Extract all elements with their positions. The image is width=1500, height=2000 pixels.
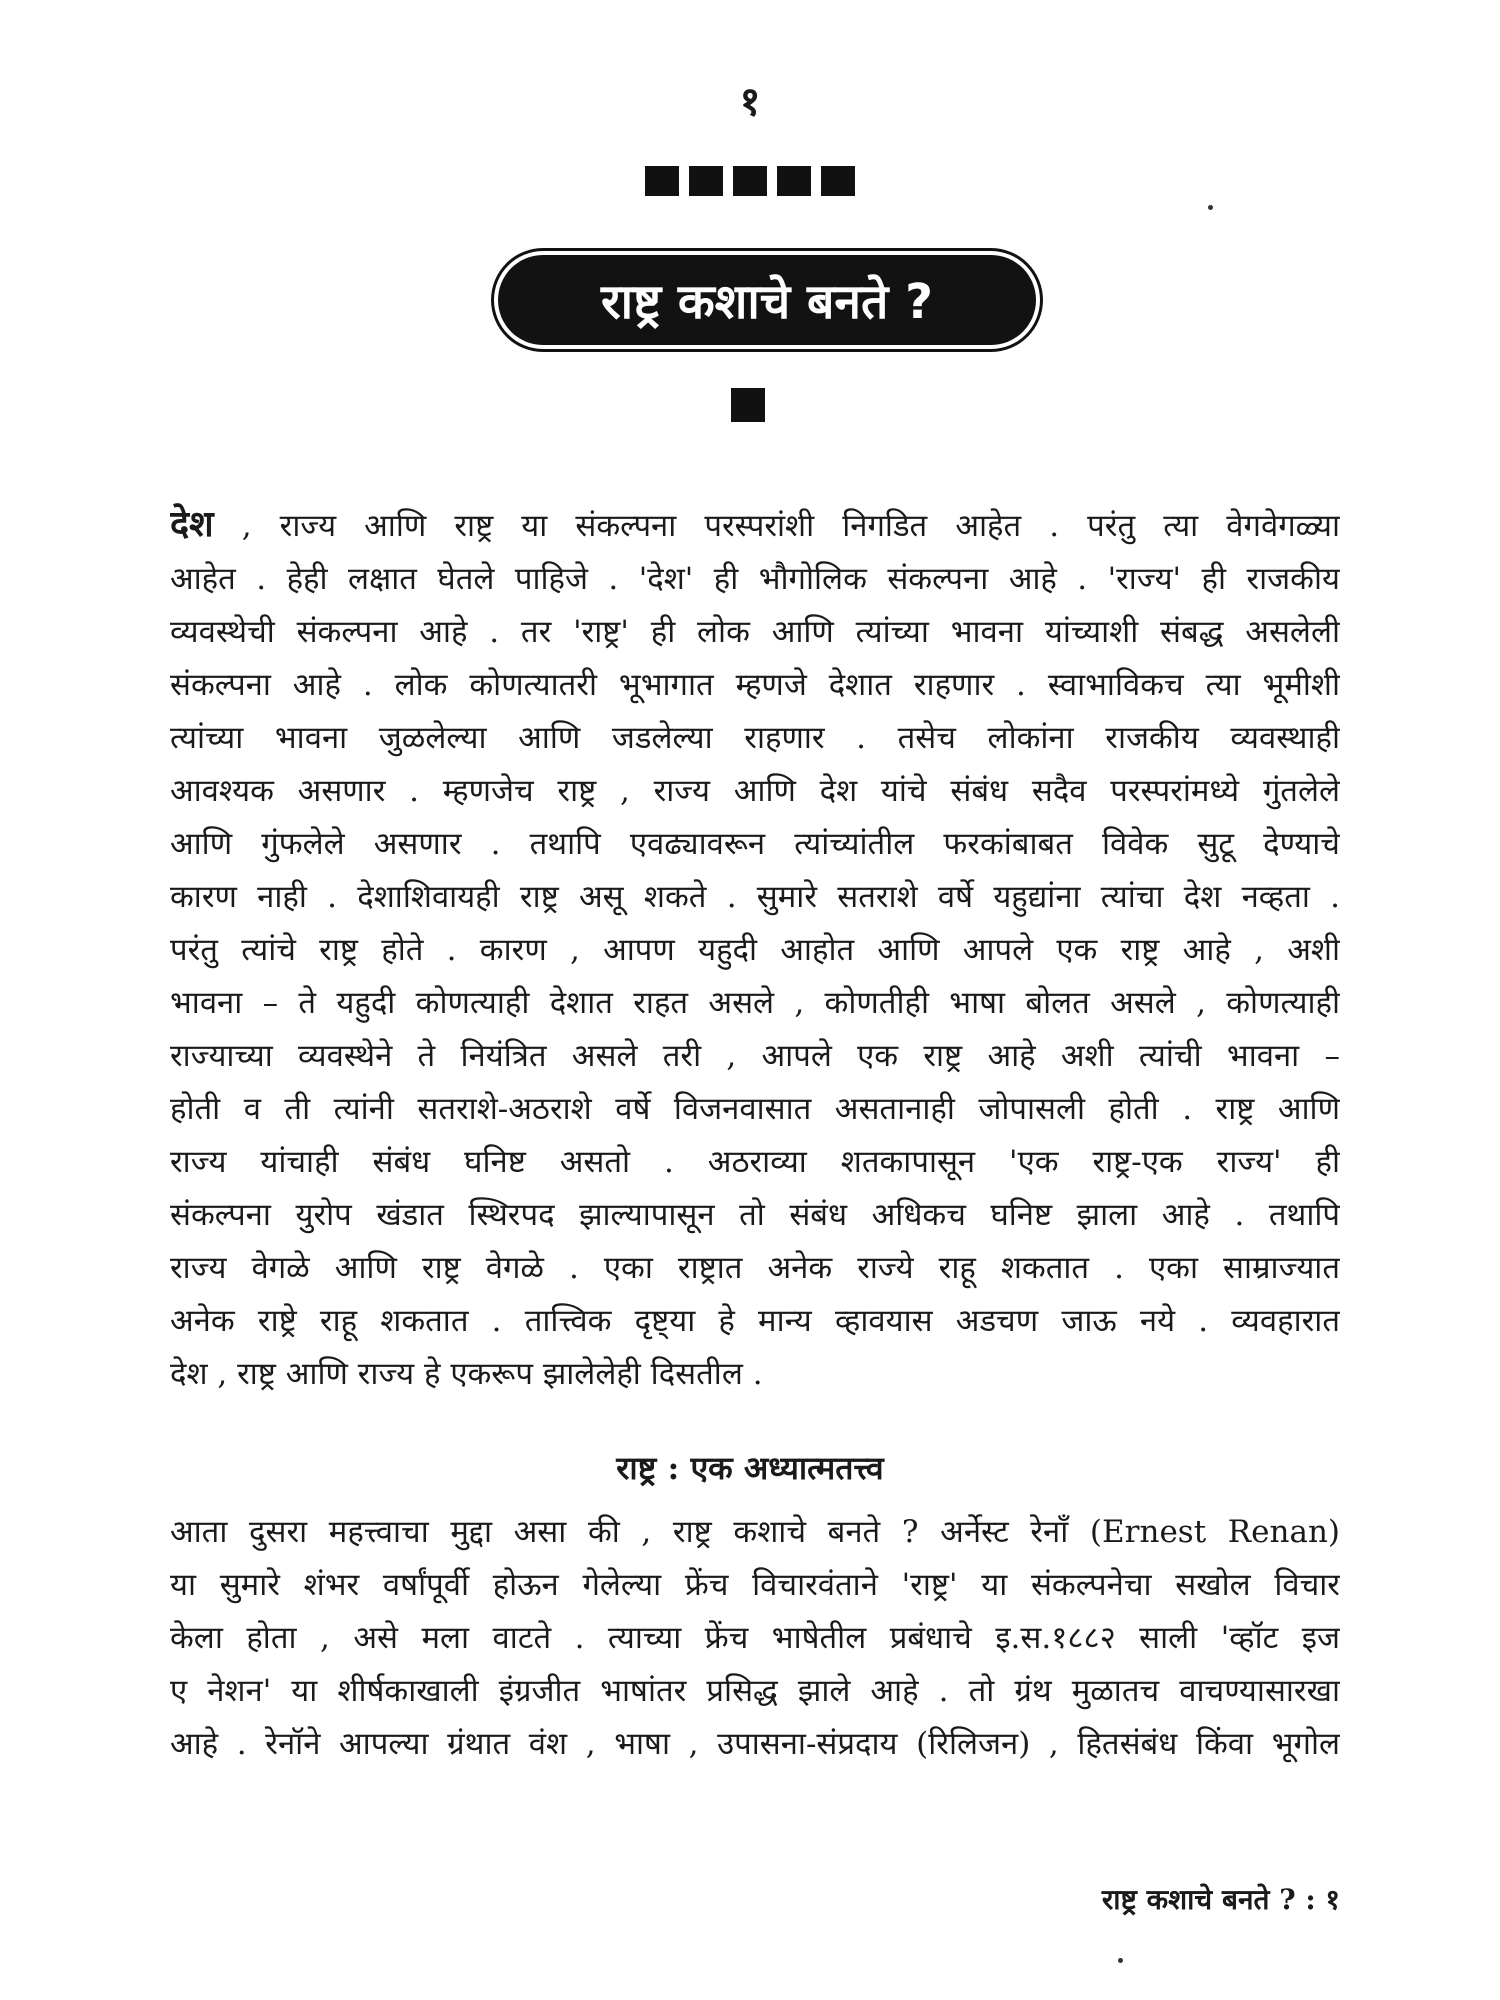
paragraph-line: या सुमारे शंभर वर्षांपूर्वी होऊन गेलेल्या फ्रेंच विचारवंताने 'राष्ट्र' या संकल्पनेचा सखोल विचार: [170, 1567, 1340, 1603]
paragraph-line: केला होता , असे मला वाटते . त्याच्या फ्रेंच भाषेतील प्रबंधाचे इ.स.१८८२ साली 'व्हॉट इज: [170, 1620, 1340, 1656]
paragraph-line: राज्याच्या व्यवस्थेने ते नियंत्रित असले तरी , आपले एक राष्ट्र आहे अशी त्यांची भावना –: [170, 1038, 1340, 1074]
square-icon: [821, 166, 855, 196]
square-icon: [733, 166, 767, 196]
paragraph-line: आणि गुंफलेले असणार . तथापि एवढ्यावरून त्यांच्यांतील फरकांबाबत विवेक सुटू देण्याचे: [170, 826, 1340, 862]
chapter-title: राष्ट्र कशाचे बनते ?: [601, 273, 933, 330]
paragraph-line: त्यांच्या भावना जुळलेल्या आणि जडलेल्या राहणार . तसेच लोकांना राजकीय व्यवस्थाही: [170, 720, 1340, 756]
paragraph-line: देश , राष्ट्र आणि राज्य हे एकरूप झालेलेही दिसतील .: [170, 1356, 763, 1392]
paragraph-1: [170, 498, 1340, 1401]
paragraph-2: [170, 1506, 1340, 1771]
print-speck: [1118, 1958, 1123, 1963]
square-icon: [777, 166, 811, 196]
print-speck: [1208, 205, 1213, 210]
square-icon: [731, 388, 765, 422]
paragraph-line: राज्य यांचाही संबंध घनिष्ट असतो . अठराव्या शतकापासून 'एक राष्ट्र-एक राज्य' ही: [170, 1144, 1340, 1180]
paragraph-line: संकल्पना युरोप खंडात स्थिरपद झाल्यापासून तो संबंध अधिकच घनिष्ट झाला आहे . तथापि: [170, 1197, 1340, 1233]
page-footer: राष्ट्र कशाचे बनते ? : १: [1101, 1883, 1340, 1916]
paragraph-line: राज्य वेगळे आणि राष्ट्र वेगळे . एका राष्ट्रात अनेक राज्ये राहू शकतात . एका साम्राज्यात: [170, 1250, 1340, 1286]
paragraph-line: व्यवस्थेची संकल्पना आहे . तर 'राष्ट्र' ही लोक आणि त्यांच्या भावना यांच्याशी संबद्ध असलेली: [170, 614, 1340, 650]
paragraph-line: आहेत . हेही लक्षात घेतले पाहिजे . 'देश' ही भौगोलिक संकल्पना आहे . 'राज्य' ही राजकीय: [170, 561, 1340, 597]
square-icon: [645, 166, 679, 196]
decorative-squares: [0, 166, 1500, 196]
section-heading: राष्ट्र : एक अध्यात्मतत्त्व: [616, 1449, 884, 1487]
chapter-title-banner: [498, 255, 1036, 345]
paragraph-line: आता दुसरा महत्त्वाचा मुद्दा असा की , राष्ट्र कशाचे बनते ? अर्नेस्ट रेनाँ (Ernest Renan): [170, 1514, 1340, 1550]
paragraph-line: भावना – ते यहुदी कोणत्याही देशात राहत असले , कोणतीही भाषा बोलत असले , कोणत्याही: [170, 985, 1340, 1021]
paragraph-line: कारण नाही . देशाशिवायही राष्ट्र असू शकते . सुमारे सतराशे वर्षे यहुद्यांना त्यांचा देश नव्हता .: [170, 879, 1340, 915]
paragraph-line: ए नेशन' या शीर्षकाखाली इंग्रजीत भाषांतर प्रसिद्ध झाले आहे . तो ग्रंथ मुळातच वाचण्यासारखा: [170, 1673, 1340, 1709]
lead-word: देश: [170, 503, 214, 545]
paragraph-line: होती व ती त्यांनी सतराशे-अठराशे वर्षे विजनवासात असतानाही जोपासली होती . राष्ट्र आणि: [170, 1091, 1340, 1127]
paragraph-line: अनेक राष्ट्रे राहू शकतात . तात्त्विक दृष्ट्या हे मान्य व्हावयास अडचण जाऊ नये . व्यवहारात: [170, 1303, 1340, 1339]
paragraph-line: आवश्यक असणार . म्हणजेच राष्ट्र , राज्य आणि देश यांचे संबंध सदैव परस्परांमध्ये गुंतलेले: [170, 773, 1340, 809]
chapter-number: १: [739, 78, 761, 125]
paragraph-line: संकल्पना आहे . लोक कोणत्यातरी भूभागात म्हणजे देशात राहणार . स्वाभाविकच त्या भूमीशी: [170, 667, 1340, 703]
paragraph-line: देश , राज्य आणि राष्ट्र या संकल्पना परस्परांशी निगडित आहेत . परंतु त्या वेगवेगळ्या: [170, 503, 1340, 545]
paragraph-line: परंतु त्यांचे राष्ट्र होते . कारण , आपण यहुदी आहोत आणि आपले एक राष्ट्र आहे , अशी: [170, 932, 1340, 968]
square-icon: [689, 166, 723, 196]
paragraph-line: आहे . रेनॉने आपल्या ग्रंथात वंश , भाषा , उपासना-संप्रदाय (रिलिजन) , हितसंबंध किंवा भूगोल: [170, 1726, 1340, 1762]
